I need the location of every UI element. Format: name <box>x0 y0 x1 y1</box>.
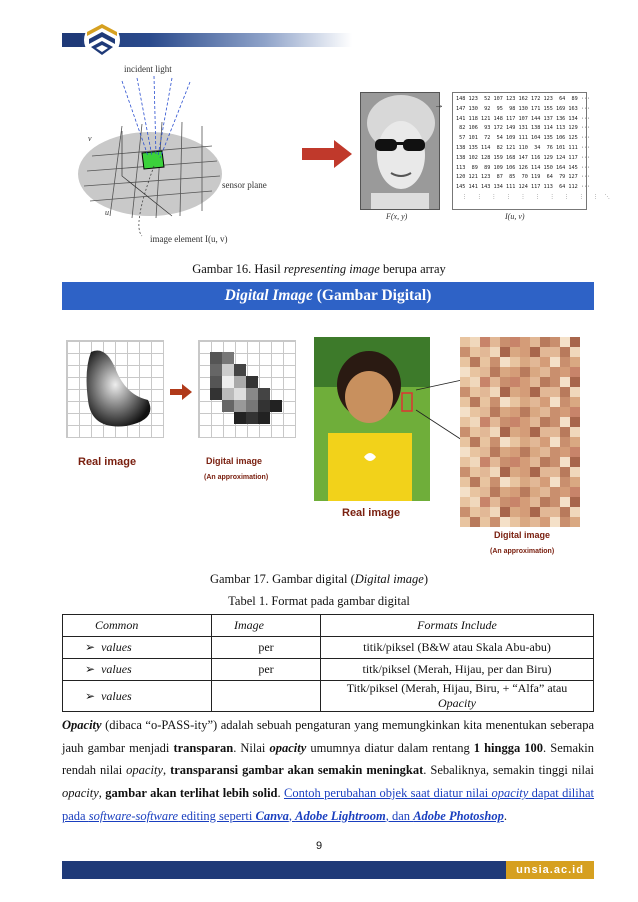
matrix-label: I(u, v) <box>505 212 525 221</box>
bold-range: 1 hingga 100 <box>473 740 544 755</box>
table-cell <box>63 637 212 659</box>
term-opacity: Opacity <box>62 718 102 732</box>
matrix-row: 138 135 114 82 121 110 34 76 101 111 ··· <box>456 144 591 151</box>
link-text[interactable]: dapat dilihat pada <box>62 786 595 823</box>
photo-label: F(x, y) <box>386 212 408 221</box>
approximation-label-2: (An approximation) <box>490 548 555 555</box>
cell-text: values <box>101 688 132 703</box>
link-lightroom[interactable]: Adobe Lightroom <box>295 808 386 823</box>
para-text: . Semakin rendah nilai <box>62 740 594 778</box>
link-photoshop[interactable]: Adobe Photoshop <box>413 808 504 823</box>
matrix-row: 141 118 121 148 117 107 144 137 136 134 ··· <box>456 115 591 122</box>
opacity-paragraph <box>62 714 594 828</box>
cell-text: values <box>101 662 132 676</box>
section-title-bar <box>62 282 594 310</box>
link-text[interactable]: Contoh perubahan objek saat diatur nilai <box>283 786 492 801</box>
zoom-lines <box>416 380 462 440</box>
section-title-rest: (Gambar Digital) <box>312 287 432 304</box>
table-cell: per <box>212 637 321 659</box>
para-text: . Sebaliknya, semakin tinggi nilai <box>423 763 595 778</box>
page-number: 9 <box>315 840 323 852</box>
matrix-row: 148 123 52 107 123 162 172 123 64 89 ··· <box>456 96 591 102</box>
para-text: , <box>162 763 171 778</box>
italic-opacity: opacity <box>126 763 163 778</box>
table-row <box>63 681 594 712</box>
arrow-bullet-icon: ➢ <box>85 640 96 654</box>
cell-text: Titk/piksel (Merah, Hijau, Biru, + “Alfa” atau <box>346 681 568 695</box>
caption-16-suffix: berupa array <box>379 262 446 276</box>
table-cell: titk/piksel (Merah, Hijau, per dan Biru) <box>321 659 594 681</box>
footer-site: unsia.ac.id <box>506 861 594 879</box>
real-image-label-2: Real image <box>342 507 401 519</box>
caption-17-suffix: ) <box>423 572 428 586</box>
matrix-row: 120 121 123 87 85 70 119 64 79 127 ··· <box>456 174 591 181</box>
para-text: . Nilai <box>233 740 270 755</box>
section-title-italic: Digital Image <box>224 287 313 304</box>
italic-opacity: opacity <box>62 786 99 801</box>
matrix-row: 57 101 72 54 109 111 104 135 106 125 ··· <box>456 135 591 142</box>
col-header-image: Image <box>212 615 321 637</box>
table-caption: Tabel 1. Format pada gambar digital <box>228 594 410 608</box>
incident-light-label: incident light <box>124 64 172 74</box>
link-canva[interactable]: Canva <box>255 808 289 823</box>
matrix-row: 145 141 143 134 111 124 117 113 64 112 ··· <box>456 184 591 191</box>
arrow-icon-2 <box>170 384 192 400</box>
link-text[interactable]: , dan <box>385 808 414 823</box>
caption-17-prefix: Gambar 17. Gambar digital ( <box>209 572 355 586</box>
matrix-row: 138 102 128 159 168 147 116 129 124 117 ··· <box>456 154 591 161</box>
caption-16-italic: representing image <box>283 262 380 276</box>
para-text: (dibaca “o-PASS-ity”) adalah sebuah pengaturan yang memungkinkan kita menentukan seberapa jauh gambar menjadi <box>62 718 594 755</box>
table-cell <box>212 681 321 712</box>
arrow-glyph: → <box>434 100 444 111</box>
digital-image-label-2: Digital image <box>494 530 551 540</box>
para-text: umumnya diatur dalam rentang <box>306 740 474 755</box>
axis-v-label: v <box>88 134 92 143</box>
sensor-plane-diagram <box>62 56 252 246</box>
digital-image-label: Digital image <box>206 456 263 466</box>
formats-table <box>62 614 594 712</box>
bold-transparan: transparan <box>173 740 234 755</box>
image-element-label: image element I(u, v) <box>150 234 228 244</box>
figure-17-caption <box>0 572 638 587</box>
table-row <box>63 637 594 659</box>
matrix-row: 82 106 93 172 149 131 138 114 113 129 ··· <box>456 125 591 132</box>
matrix-row: 147 130 92 95 98 130 171 155 169 163 ··· <box>456 105 591 112</box>
pixelated-zoom-image <box>460 337 578 527</box>
caption-16-prefix: Gambar 16. Hasil <box>192 262 284 276</box>
para-text: , <box>98 786 106 801</box>
bold-transparency: transparansi gambar akan semakin meningkat <box>170 763 424 778</box>
bold-opacity: opacity <box>269 740 307 755</box>
link-text[interactable]: opacity <box>491 786 529 801</box>
matrix-row: 113 89 89 109 106 126 114 150 164 145 ··· <box>456 164 591 171</box>
para-text: . <box>503 808 507 823</box>
approximation-label: (An approximation) <box>204 474 269 481</box>
figure-16-caption <box>0 262 638 277</box>
link-text[interactable]: editing seperti <box>178 808 256 823</box>
pixel-value-matrix <box>452 92 610 210</box>
cell-text-italic: Opacity <box>438 696 476 710</box>
link-text[interactable]: software-software <box>88 808 179 823</box>
digital-image-pixels <box>198 340 294 436</box>
arrow-bullet-icon: ➢ <box>85 688 96 703</box>
col-header-common: Common <box>63 615 212 637</box>
matrix-row: ⋮ ⋮ ⋮ ⋮ ⋮ ⋮ ⋮ ⋮ ⋮ ⋮ ⋱ <box>456 193 610 200</box>
para-text: . <box>277 786 284 801</box>
table-header-row <box>63 615 594 637</box>
arrow-bullet-icon: ➢ <box>85 662 96 676</box>
child-photo <box>314 337 430 501</box>
table-cell: titik/piksel (B&W atau Skala Abu-abu) <box>321 637 594 659</box>
right-arrow-icon <box>302 140 352 168</box>
table-row <box>63 659 594 681</box>
unsia-logo <box>82 20 122 60</box>
cell-text: values <box>101 640 132 654</box>
col-header-formats: Formats Include <box>321 615 594 637</box>
real-image-blob <box>66 340 162 436</box>
link-text[interactable]: , <box>288 808 296 823</box>
table-cell: per <box>212 659 321 681</box>
axis-u-label: u <box>105 208 109 217</box>
table-cell <box>321 681 594 712</box>
table-cell <box>63 659 212 681</box>
real-image-label: Real image <box>78 456 137 468</box>
table-cell <box>63 681 212 712</box>
man-photo <box>360 92 440 210</box>
header-square <box>62 33 82 47</box>
bold-solid: gambar akan terlihat lebih solid <box>105 786 278 801</box>
caption-17-italic: Digital image <box>354 572 424 586</box>
sensor-plane-label: sensor plane <box>222 180 267 190</box>
